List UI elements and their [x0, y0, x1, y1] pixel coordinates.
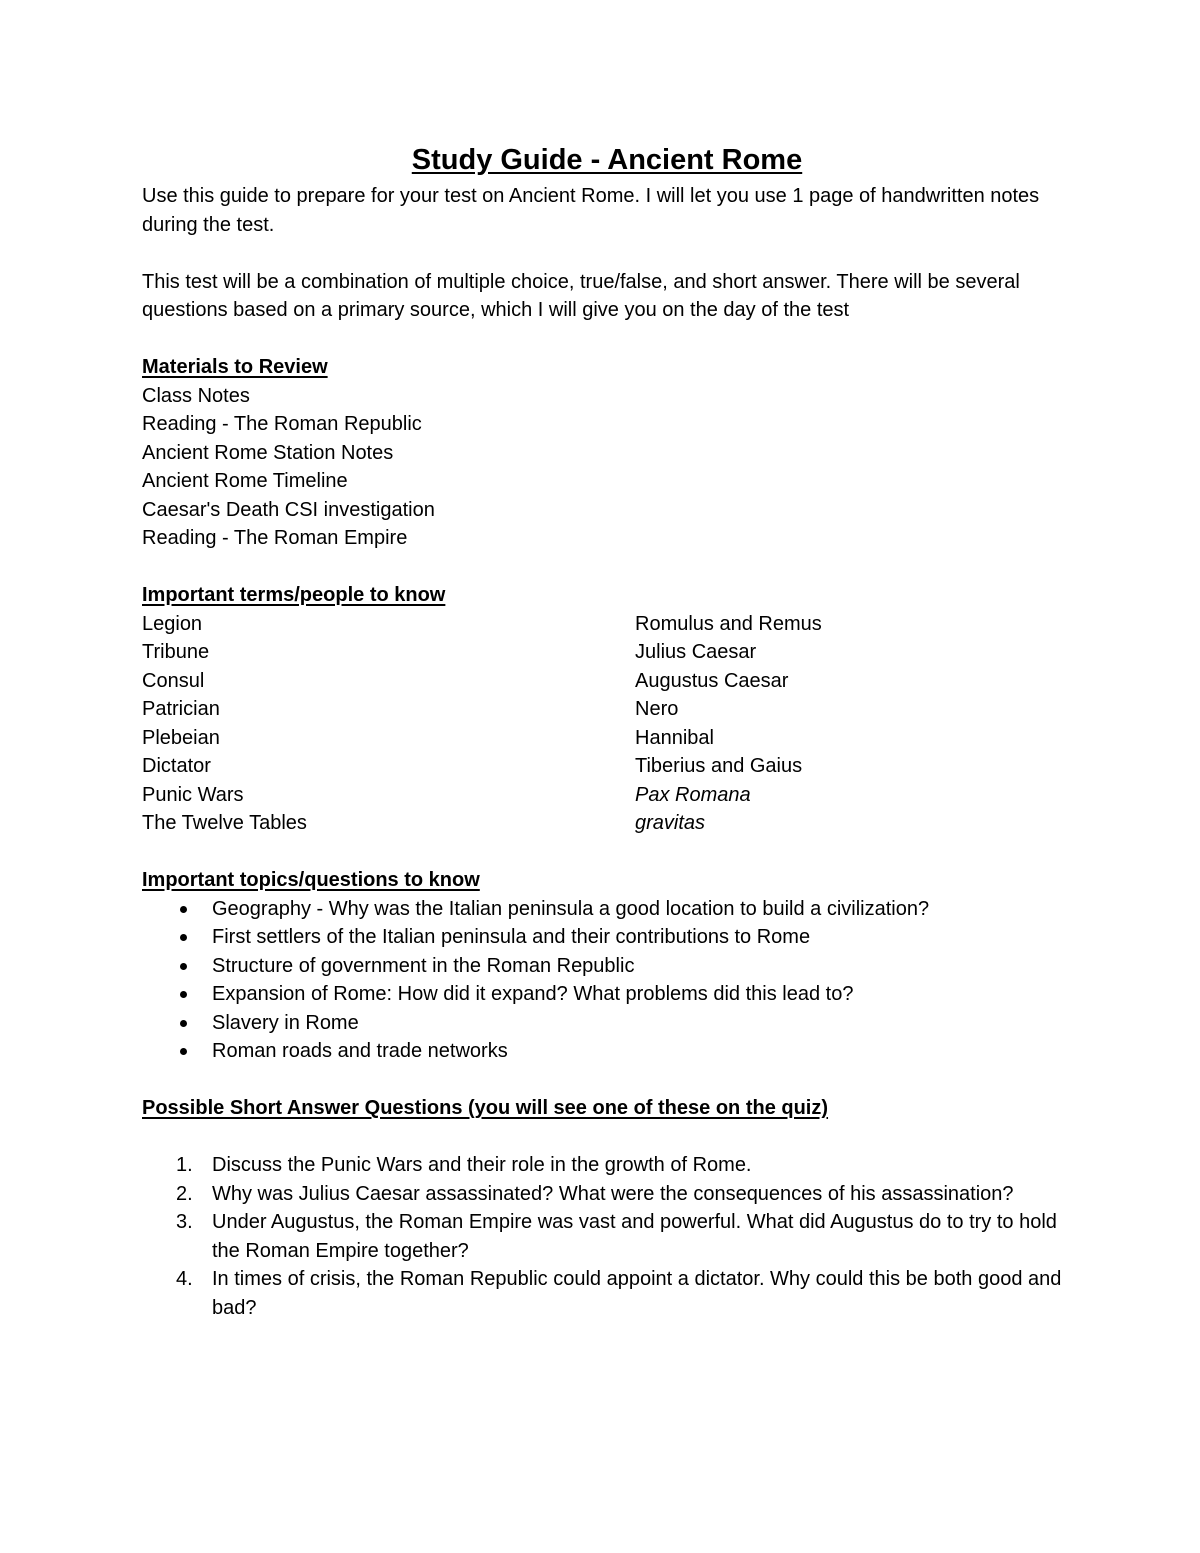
- question-text: Discuss the Punic Wars and their role in the growth of Rome.: [212, 1154, 752, 1176]
- spacer: [142, 325, 1072, 354]
- question-number: 3.: [176, 1211, 193, 1233]
- spacer: [142, 838, 1072, 867]
- list-item: [142, 923, 1072, 952]
- person-item: Nero: [635, 698, 679, 720]
- question-text: In times of crisis, the Roman Republic could appoint a dictator. Why could this be both good and bad?: [212, 1268, 1062, 1319]
- term-item-italic: Pax Romana: [635, 783, 751, 806]
- list-item: [142, 1208, 1072, 1265]
- topic-text: Structure of government in the Roman Republic: [212, 954, 635, 977]
- list-item: [142, 1265, 1072, 1322]
- term-item: Consul: [142, 669, 205, 692]
- term-item: Legion: [142, 612, 203, 635]
- term-item: Plebeian: [142, 726, 220, 749]
- term-item: The Twelve Tables: [142, 812, 307, 834]
- term-item: Tribune: [142, 641, 210, 663]
- topics-section: [142, 866, 1072, 1066]
- terms-heading: Important terms/people to know: [142, 584, 446, 606]
- list-item: [142, 952, 1072, 981]
- materials-item: Ancient Rome Timeline: [142, 470, 348, 492]
- topics-list: [142, 895, 1072, 1066]
- bullet-icon: [180, 991, 187, 998]
- term-item: Punic Wars: [142, 783, 244, 806]
- page-title: Study Guide - Ancient Rome: [411, 144, 803, 176]
- terms-columns: [142, 610, 1072, 838]
- term-item-italic: gravitas: [635, 812, 706, 834]
- short-answer-section: [142, 1094, 1072, 1322]
- materials-item: Reading - The Roman Empire: [142, 527, 408, 549]
- materials-item: Ancient Rome Station Notes: [142, 441, 394, 464]
- intro-paragraph-2: This test will be a combination of multiple choice, true/false, and short answer. There will be several questions based on a primary source, which I will give you on the day of the test: [142, 270, 1020, 321]
- topics-heading: Important topics/questions to know: [142, 869, 480, 891]
- short-answer-heading: Possible Short Answer Questions (you will see one of these on the quiz): [142, 1097, 829, 1119]
- intro-paragraph-1: Use this guide to prepare for your test on Ancient Rome. I will let you use 1 page of handwritten notes during the test.: [142, 185, 1040, 236]
- materials-item: Reading - The Roman Republic: [142, 413, 422, 435]
- person-item: Julius Caesar: [635, 641, 757, 663]
- bullet-icon: [180, 934, 187, 941]
- topic-text: Roman roads and trade networks: [212, 1040, 508, 1062]
- terms-right-column: [635, 610, 1072, 838]
- topic-text: Expansion of Rome: How did it expand? What problems did this lead to?: [212, 983, 854, 1005]
- person-item: Tiberius and Gaius: [635, 755, 803, 777]
- materials-item: Class Notes: [142, 384, 250, 407]
- bullet-icon: [180, 1048, 187, 1055]
- person-item: Romulus and Remus: [635, 612, 822, 635]
- bullet-icon: [180, 1020, 187, 1027]
- materials-item: Caesar's Death CSI investigation: [142, 498, 435, 521]
- short-answer-list: [142, 1151, 1072, 1322]
- question-text: Why was Julius Caesar assassinated? What were the consequences of his assassination?: [212, 1182, 1014, 1205]
- topic-text: Slavery in Rome: [212, 1011, 359, 1034]
- question-text: Under Augustus, the Roman Empire was vast and powerful. What did Augustus do to try to hold the Roman Empire together?: [212, 1211, 1057, 1262]
- spacer: [142, 239, 1072, 268]
- document-page: [142, 140, 1072, 1322]
- list-item: [142, 1009, 1072, 1038]
- question-number: 1.: [176, 1154, 193, 1176]
- list-item: [142, 980, 1072, 1009]
- spacer: [142, 553, 1072, 582]
- question-number: 2.: [176, 1182, 193, 1205]
- person-item: Augustus Caesar: [635, 669, 789, 692]
- terms-left-column: [142, 610, 635, 838]
- spacer: [142, 1066, 1072, 1095]
- terms-section: [142, 581, 1072, 838]
- list-item: [142, 895, 1072, 924]
- person-item: Hannibal: [635, 726, 714, 749]
- list-item: [142, 1180, 1072, 1209]
- topic-text: Geography - Why was the Italian peninsula a good location to build a civilization?: [212, 897, 930, 920]
- list-item: [142, 1151, 1072, 1180]
- question-number: 4.: [176, 1268, 193, 1290]
- bullet-icon: [180, 963, 187, 970]
- term-item: Dictator: [142, 755, 211, 777]
- spacer: [142, 1123, 1072, 1152]
- list-item: [142, 1037, 1072, 1066]
- bullet-icon: [180, 906, 187, 913]
- topic-text: First settlers of the Italian peninsula and their contributions to Rome: [212, 926, 811, 948]
- term-item: Patrician: [142, 698, 220, 720]
- materials-heading: Materials to Review: [142, 356, 328, 378]
- materials-section: [142, 353, 1072, 553]
